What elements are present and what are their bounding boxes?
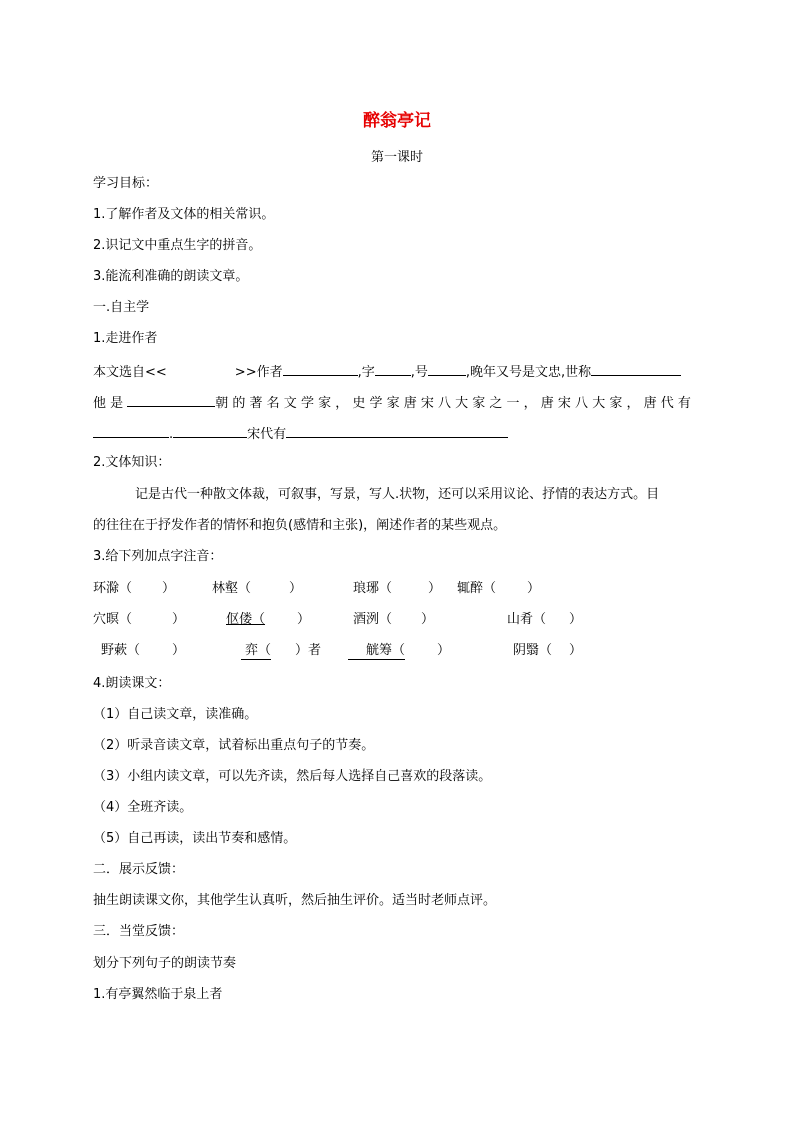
pinyin-word: 山肴（ <box>507 612 547 627</box>
goal-item: 2.识记文中重点生字的拼音。 <box>93 238 262 253</box>
author-text: . <box>169 427 174 442</box>
lesson-subtitle: 第一课时 <box>370 150 423 165</box>
pinyin-close: ） <box>172 612 186 627</box>
answer-blank[interactable] <box>127 393 215 407</box>
author-text: >>作者 <box>234 365 283 380</box>
pinyin-word: 弈（ <box>241 643 271 660</box>
item-heading: 3.给下列加点字注音： <box>93 549 223 564</box>
section-text: 抽生朗读课文你，其他学生认真听，然后抽生评价。适当时老师点评。 <box>93 893 497 908</box>
author-text: 宋代有 <box>247 427 287 442</box>
goal-item: 3.能流利准确的朗读文章。 <box>93 269 249 284</box>
pinyin-close: ） <box>297 612 311 627</box>
pinyin-word: 酒洌（ <box>353 612 393 627</box>
reading-step: （4）全班齐读。 <box>93 800 193 815</box>
reading-step: （1）自己读文章，读准确。 <box>93 707 258 722</box>
section-heading: 一.自主学 <box>93 300 150 315</box>
author-text: ,号 <box>410 365 428 380</box>
author-text: ,字 <box>357 365 375 380</box>
pinyin-word: 环滁（ <box>93 581 133 596</box>
pinyin-close: ） <box>289 581 303 596</box>
author-text: 朝 的 著 名 文 学 家 ， 史 学 家 唐 宋 八 大 家 之 一 ， 唐 宋 八 大 家 ， 唐 代 有 <box>215 396 691 411</box>
author-text: ,晚年又号是文忠,世称 <box>465 365 592 380</box>
reading-step: （3）小组内读文章，可以先齐读，然后每人选择自己喜欢的段落读。 <box>93 769 492 784</box>
pinyin-close: ） <box>162 581 176 596</box>
pinyin-close: ） <box>437 643 451 658</box>
answer-blank[interactable] <box>375 362 411 376</box>
pinyin-word: 阴翳（ <box>513 643 553 658</box>
page-title: 醉翁亭记 <box>363 111 431 131</box>
pinyin-close: ） <box>421 612 435 627</box>
pinyin-word: 琅琊（ <box>353 581 393 596</box>
pinyin-word: 辄醉（ <box>457 581 497 596</box>
answer-blank[interactable] <box>283 362 358 376</box>
reading-step: （2）听录音读文章，试着标出重点句子的节奏。 <box>93 738 375 753</box>
answer-blank[interactable] <box>428 362 466 376</box>
author-line-1 <box>93 362 681 381</box>
answer-blank[interactable] <box>286 424 508 438</box>
pinyin-word: 林壑（ <box>212 581 252 596</box>
answer-blank[interactable] <box>173 424 247 438</box>
exercise-sentence: 1.有亭翼然临于泉上者 <box>93 987 223 1002</box>
item-heading: 4.朗读课文： <box>93 676 171 691</box>
pinyin-word: 野蔌（ <box>101 643 141 658</box>
goal-item: 1.了解作者及文体的相关常识。 <box>93 207 275 222</box>
author-text: 本文选自<< <box>93 365 167 380</box>
section-heading: 三．当堂反馈： <box>93 924 185 939</box>
pinyin-word: 伛偻（ <box>226 612 266 627</box>
answer-blank[interactable] <box>591 362 681 376</box>
pinyin-word: 觥筹（ <box>348 643 405 660</box>
pinyin-close: ） <box>172 643 186 658</box>
author-text: 他 是 <box>93 396 124 411</box>
author-line-2 <box>93 393 691 412</box>
pinyin-close: ） <box>428 581 442 596</box>
pinyin-close: ） <box>569 643 583 658</box>
item-heading: 2.文体知识： <box>93 455 171 470</box>
pinyin-close: ） <box>527 581 541 596</box>
reading-step: （5）自己再读，读出节奏和感情。 <box>93 831 297 846</box>
author-line-3 <box>93 424 508 443</box>
pinyin-word: 穴暝（ <box>93 612 133 627</box>
pinyin-close: ） <box>569 612 583 627</box>
goals-heading: 学习目标： <box>93 176 159 191</box>
genre-paragraph-line: 记是古代一种散文体裁，可叙事，写景，写人.状物，还可以采用议论、抒情的表达方式。目 <box>135 487 660 502</box>
section-heading: 二．展示反馈： <box>93 862 185 877</box>
genre-paragraph-line: 的往往在于抒发作者的情怀和抱负(感情和主张)，阐述作者的某些观点。 <box>93 518 507 533</box>
item-heading: 1.走进作者 <box>93 331 158 346</box>
answer-blank[interactable] <box>93 424 169 438</box>
section-text: 划分下列句子的朗读节奏 <box>93 956 237 971</box>
pinyin-close: ）者 <box>295 643 322 658</box>
